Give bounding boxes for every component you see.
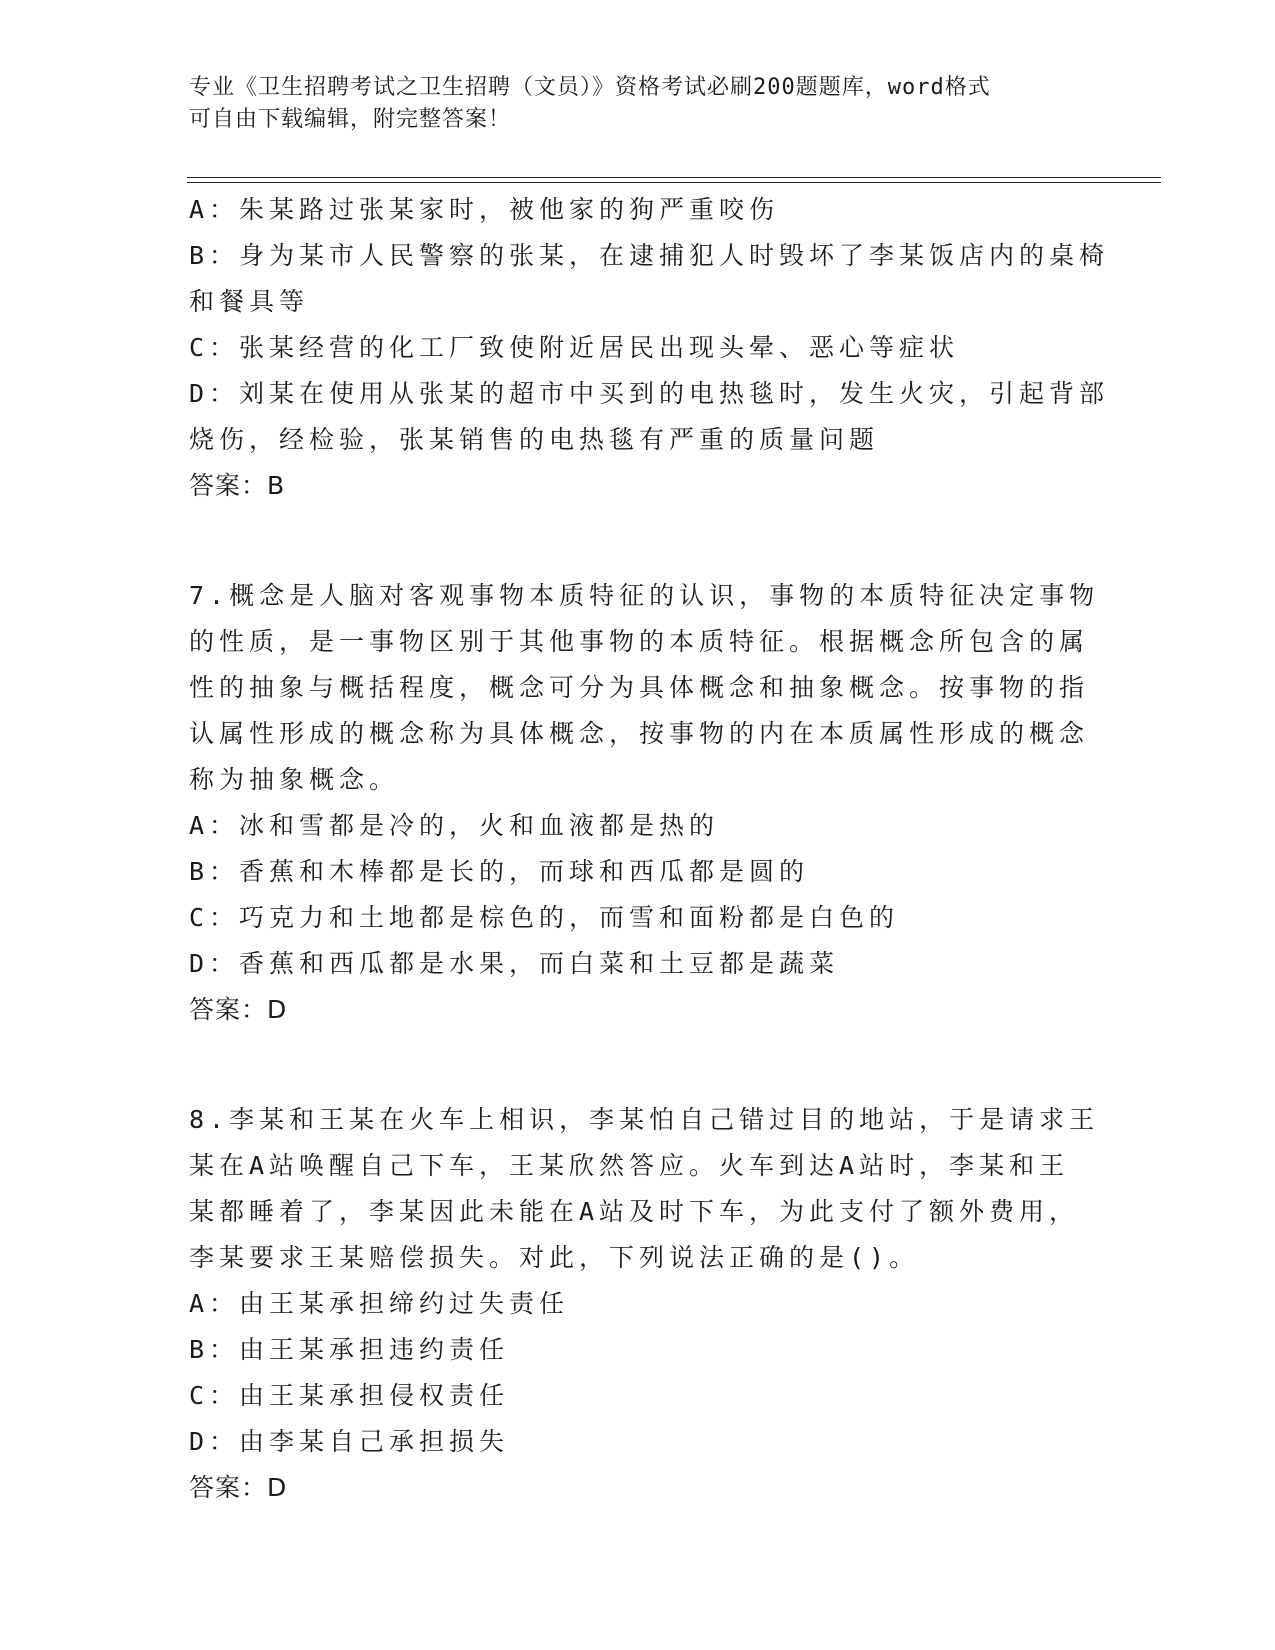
- question-stem-line: 李某要求王某赔偿损失。对此，下列说法正确的是()。: [189, 1243, 920, 1272]
- question-8: [189, 1097, 1100, 1511]
- question-6: [189, 187, 1110, 509]
- option-a: A：朱某路过张某家时，被他家的狗严重咬伤: [189, 195, 780, 224]
- option-d: D：由李某自己承担损失: [189, 1427, 510, 1456]
- option-c: C：巧克力和土地都是棕色的，而雪和面粉都是白色的: [189, 903, 900, 932]
- question-stem-line: 某在A站唤醒自己下车，王某欣然答应。火车到达A站时，李某和王: [189, 1151, 1070, 1180]
- answer: 答案：B: [189, 471, 286, 500]
- header-line-2: 可自由下载编辑，附完整答案！: [189, 107, 512, 132]
- option-c: C：由王某承担侵权责任: [189, 1381, 510, 1410]
- question-stem-line: 认属性形成的概念称为具体概念，按事物的内在本质属性形成的概念: [189, 719, 1090, 748]
- header-divider-top: [187, 177, 1161, 178]
- option-d: D：刘某在使用从张某的超市中买到的电热毯时，发生火灾，引起背部: [189, 379, 1110, 408]
- option-b: B：由王某承担违约责任: [189, 1335, 510, 1364]
- question-stem-line: 性的抽象与概括程度，概念可分为具体概念和抽象概念。按事物的指: [189, 673, 1090, 702]
- option-d-continued: 烧伤，经检验，张某销售的电热毯有严重的质量问题: [189, 425, 880, 454]
- spacer: [189, 1033, 1089, 1097]
- option-b: B：香蕉和木棒都是长的，而球和西瓜都是圆的: [189, 857, 810, 886]
- question-stem-line: 7.概念是人脑对客观事物本质特征的认识，事物的本质特征决定事物: [189, 581, 1100, 610]
- option-a: A：由王某承担缔约过失责任: [189, 1289, 570, 1318]
- header-divider-bottom: [187, 182, 1161, 183]
- option-b-continued: 和餐具等: [189, 287, 310, 316]
- option-c: C：张某经营的化工厂致使附近居民出现头晕、恶心等症状: [189, 333, 960, 362]
- question-stem-line: 某都睡着了，李某因此未能在A站及时下车，为此支付了额外费用，: [189, 1197, 1080, 1226]
- question-7: [189, 573, 1100, 1033]
- answer: 答案：D: [189, 1473, 288, 1502]
- answer: 答案：D: [189, 995, 288, 1024]
- question-stem-line: 的性质，是一事物区别于其他事物的本质特征。根据概念所包含的属: [189, 627, 1090, 656]
- option-d: D：香蕉和西瓜都是水果，而白菜和土豆都是蔬菜: [189, 949, 840, 978]
- question-stem-line: 8.李某和王某在火车上相识，李某怕自己错过目的地站，于是请求王: [189, 1105, 1100, 1134]
- document-header: [189, 72, 1069, 136]
- header-line-1: 专业《卫生招聘考试之卫生招聘（文员）》资格考试必刷200题题库，word格式: [189, 75, 991, 100]
- spacer: [189, 509, 1089, 573]
- option-b: B：身为某市人民警察的张某，在逮捕犯人时毁坏了李某饭店内的桌椅: [189, 241, 1110, 270]
- question-stem-line: 称为抽象概念。: [189, 765, 400, 794]
- document-body: [189, 187, 1110, 1511]
- option-a: A：冰和雪都是冷的，火和血液都是热的: [189, 811, 720, 840]
